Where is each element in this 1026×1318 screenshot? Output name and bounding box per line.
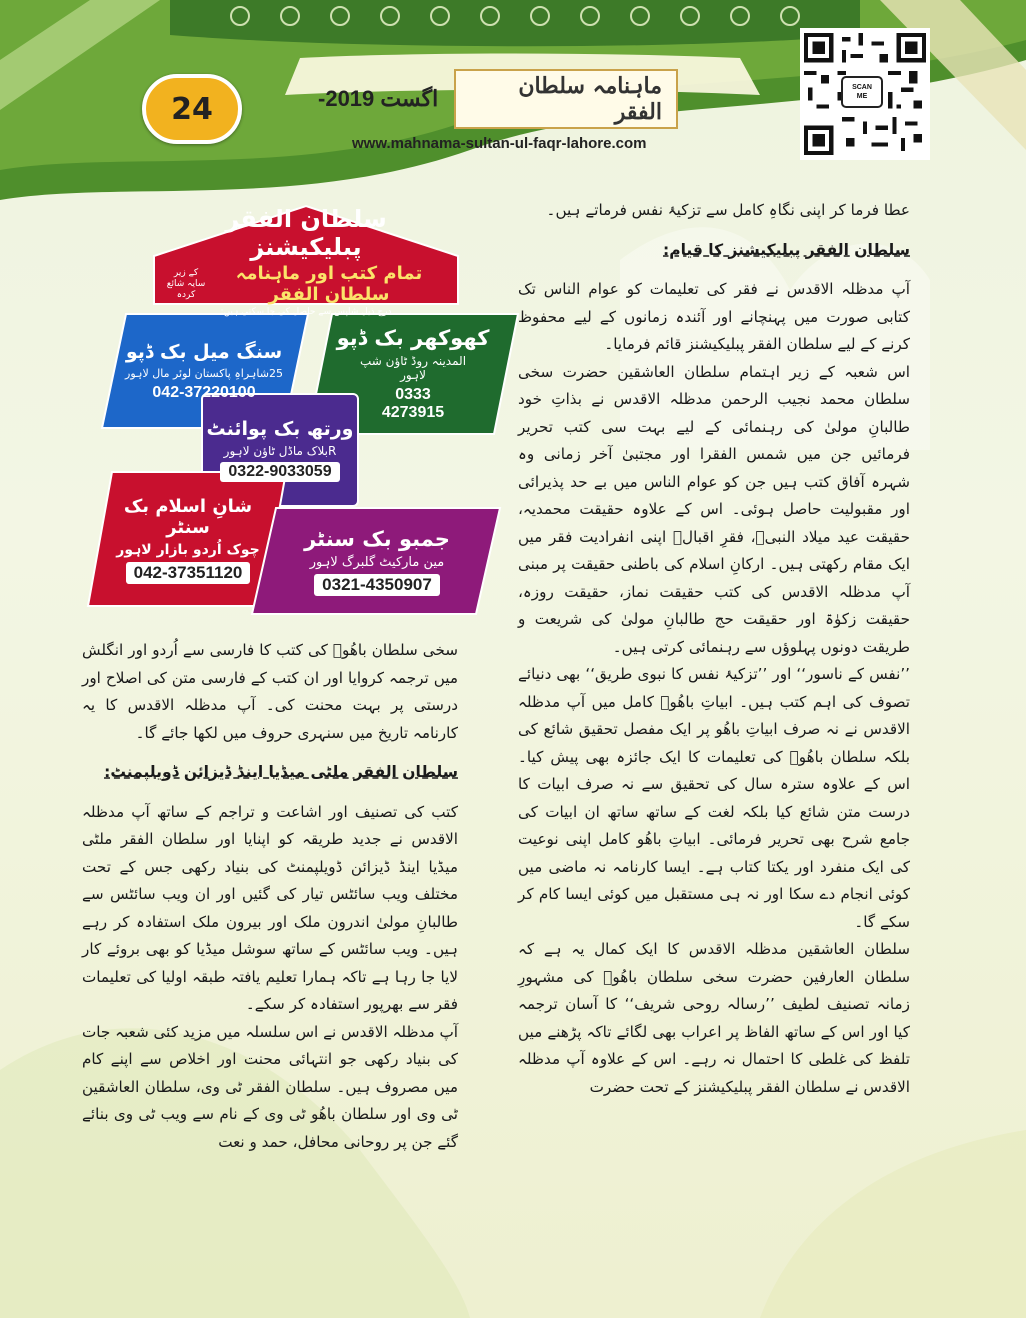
masthead: [318, 70, 678, 128]
shop-phone-2: 4273915: [381, 404, 445, 421]
shop-jumbo: [266, 512, 488, 610]
promo-subtitle: تمام کتب اور ماہنامہ سلطان الفقر: [235, 263, 423, 305]
shop-name: ورتھ بک پوائنٹ: [206, 418, 354, 440]
paragraph: آپ مدظلہ الاقدس نے فقر کی تعلیمات کو عوام الناس تک کتابی صورت میں پہنچانے اور آئندہ زمانوں کے لیے محفوظ کرنے کے لیے سلطان الفقر پبلیکیشنز قائم فرمایا۔: [518, 280, 910, 353]
shop-address: Rبلاک ماڈل ٹاؤن لاہور: [223, 444, 337, 458]
promo-title: سلطان الفقر پبلیکیشنز: [225, 205, 387, 261]
shop-phone-1: 0333: [395, 386, 431, 403]
shop-name: شانِ اسلام بک سنٹر: [123, 496, 253, 538]
paragraph: کتب کی تصنیف اور اشاعت و تراجم کے ساتھ آپ مدظلہ الاقدس نے جدید طریقہ کو اپنایا اور سلطان الفقر ملٹی میڈیا اینڈ ڈیزائن ڈویلپمنٹ کی بنیاد رکھی جس کے تحت مختلف ویب سائٹس تیار کی گئیں اور ان ویب سائٹس سے طالبانِ مولیٰ اندرون ملک اور بیرون ملک استفادہ کر رہے ہیں۔ ویب سائٹس کے ساتھ سوشل میڈیا کو بھی بروئے کار لایا جا رہا ہے تاکہ ہمارا تعلیم یافتہ طبقہ اولیا کی تعلیمات فقر سے بھرپور استفادہ کر سکے۔: [82, 802, 458, 1013]
website-url[interactable]: www.mahnama-sultan-ul-faqr-lahore.com: [352, 135, 647, 152]
shop-phone: 0322-9033059: [220, 462, 339, 482]
promo-header: [166, 205, 446, 317]
intro-line: عطا فرما کر اپنی نگاہِ کامل سے تزکیۂ نفس فرماتے ہیں۔: [546, 201, 910, 219]
page-number-badge: 24: [142, 74, 242, 144]
shop-name: سنگ میل بک ڈپو: [125, 340, 283, 363]
shop-address: 25شاہراہِ پاکستان لوئر مال لاہور: [125, 366, 283, 380]
paragraph: آپ مدظلہ الاقدس نے اس سلسلہ میں مزید کئی شعبہ جات کی بنیاد رکھی جو انتہائی محنت اور اخلاص سے اپنے کام میں مصروف ہیں۔ سلطان الفقر ٹی وی، سلطان العاشقین ٹی وی اور سلطان باھُو ٹی وی کے نام سے ویب ٹی وی بنائے گئے جن پر روحانی محافل، حمد و نعت: [82, 1022, 458, 1151]
scan-me-label: SCAN ME: [841, 76, 883, 108]
left-column: [82, 637, 458, 1156]
section-heading-multimedia: سلطان الفقر ملٹی میڈیا اینڈ ڈیزائن ڈویلپمنٹ:: [104, 763, 458, 781]
shop-phone: 042-37220100: [152, 383, 256, 401]
shop-name: جمبو بک سنٹر: [304, 526, 450, 551]
shop-address: مین مارکیٹ گلبرگ لاہور: [309, 554, 445, 570]
issue-date: اگست 2019-: [318, 86, 439, 111]
paragraph: سخی سلطان باھُوؒ کی کتب کا فارسی سے اُردو اور انگلش میں ترجمہ کروایا اور ان کتب کے فارسی متن کی اصلاح اور درستی پر بہت محنت کی۔ آپ مدظلہ الاقدس کا یہ کارنامہ تاریخ میں سنہری حروف میں لکھا جائے گا۔: [82, 641, 458, 742]
right-column: [518, 197, 910, 1101]
shop-shan-e-islam: [100, 478, 276, 602]
shop-phone: 042-37351120: [126, 562, 251, 584]
paragraph: اس شعبہ کے زیر اہتمام سلطان العاشقین حضرت سخی سلطان محمد نجیب الرحمن مدظلہ الاقدس نے بذاتِ خود طالبانِ مولیٰ کی رہنمائی کے لیے بہت سی کتب تحریر فرمائیں جن میں شمس الفقرا اور مجتبیٰ آخر زمانی وہ شہرہ آفاق کتب ہیں جن کو عوام الناس میں بے حد پذیرائی اور مقبولیت حاصل ہوئی۔ اس کے علاوہ حقیقت محمدیہ، حقیقت عید میلاد النبیؐ، فقرِ اقبالؒ اپنی انفرادیت فقر میں ایک مقام رکھتی ہیں۔ ارکانِ اسلام کی باطنی حقیقت پر مبنی آپ مدظلہ الاقدس کی کتب حقیقت نماز، حقیقت روزہ، حقیقت زکوٰۃ اور حقیقت حج طالبانِ مولیٰ کی شریعت و طریقت دونوں پہلوؤں سے رہنمائی کرتی ہیں۔: [518, 362, 910, 656]
shop-phone: 0321-4350907: [314, 574, 440, 596]
magazine-logo: ماہنامہ سلطان الفقر: [454, 69, 678, 129]
paragraph: ’’نفس کے ناسور‘‘ اور ’’تزکیۂ نفس کا نبوی طریق‘‘ بھی دنیائے تصوف کی اہم کتب ہیں۔ ابیاتِ باھُوؒ کامل میں آپ مدظلہ الاقدس نے نہ صرف ابیاتِ باھُو پر ایک مفصل تحقیق شائع کی بلکہ سلطان باھُوؒ کی تعلیمات کا ایک جائزہ بھی پیش کیا۔ اس کے علاوہ سترہ سال کی تحقیق سے نہ صرف ابیات کا درست متن شائع کیا بلکہ لغت کے ساتھ ساتھ ان ابیات کی جامع شرح بھی تحریر فرمائی۔ ابیاتِ باھُو کامل اپنی نوعیت کی ایک منفرد اور یکتا کتاب ہے۔ ایسا کارنامہ نہ ماضی میں کوئی انجام دے سکا اور نہ ہی مستقبل میں کوئی ایسا کام کر سکے گا۔: [518, 665, 910, 931]
promo-subtitle-small: کے زیر سایہ شائع کردہ: [166, 267, 206, 300]
promo-graphic: [86, 196, 526, 616]
shop-address: المدینہ روڈ ٹاؤن شپ: [359, 354, 467, 368]
shop-name: کھوکھر بک ڈپو: [336, 326, 490, 350]
shop-city: لاہور: [400, 368, 426, 382]
section-heading-publications: سلطان الفقر پبلیکیشنز کا قیام:: [663, 240, 910, 259]
promo-availability: درج ذیل شاپس سے حاصل کی جا سکتی ہیں:: [220, 307, 392, 317]
paragraph: سلطان العاشقین مدظلہ الاقدس کا ایک کمال یہ ہے کہ سلطان العارفین حضرت سخی سلطان باھُوؒ کی مشہورِ زمانہ تصنیف لطیف ’’رسالہ روحی شریف‘‘ کا آسان ترجمہ کیا اور اس کے ساتھ الفاظ پر اعراب بھی لگائے تاکہ پڑھنے میں تلفظ کی غلطی کا احتمال نہ رہے۔ اس کے علاوہ آپ مدظلہ الاقدس نے سلطان الفقر پبلیکیشنز کے تحت حضرت: [518, 940, 910, 1096]
shop-address: چوک اُردو بازار لاہور: [116, 542, 260, 558]
